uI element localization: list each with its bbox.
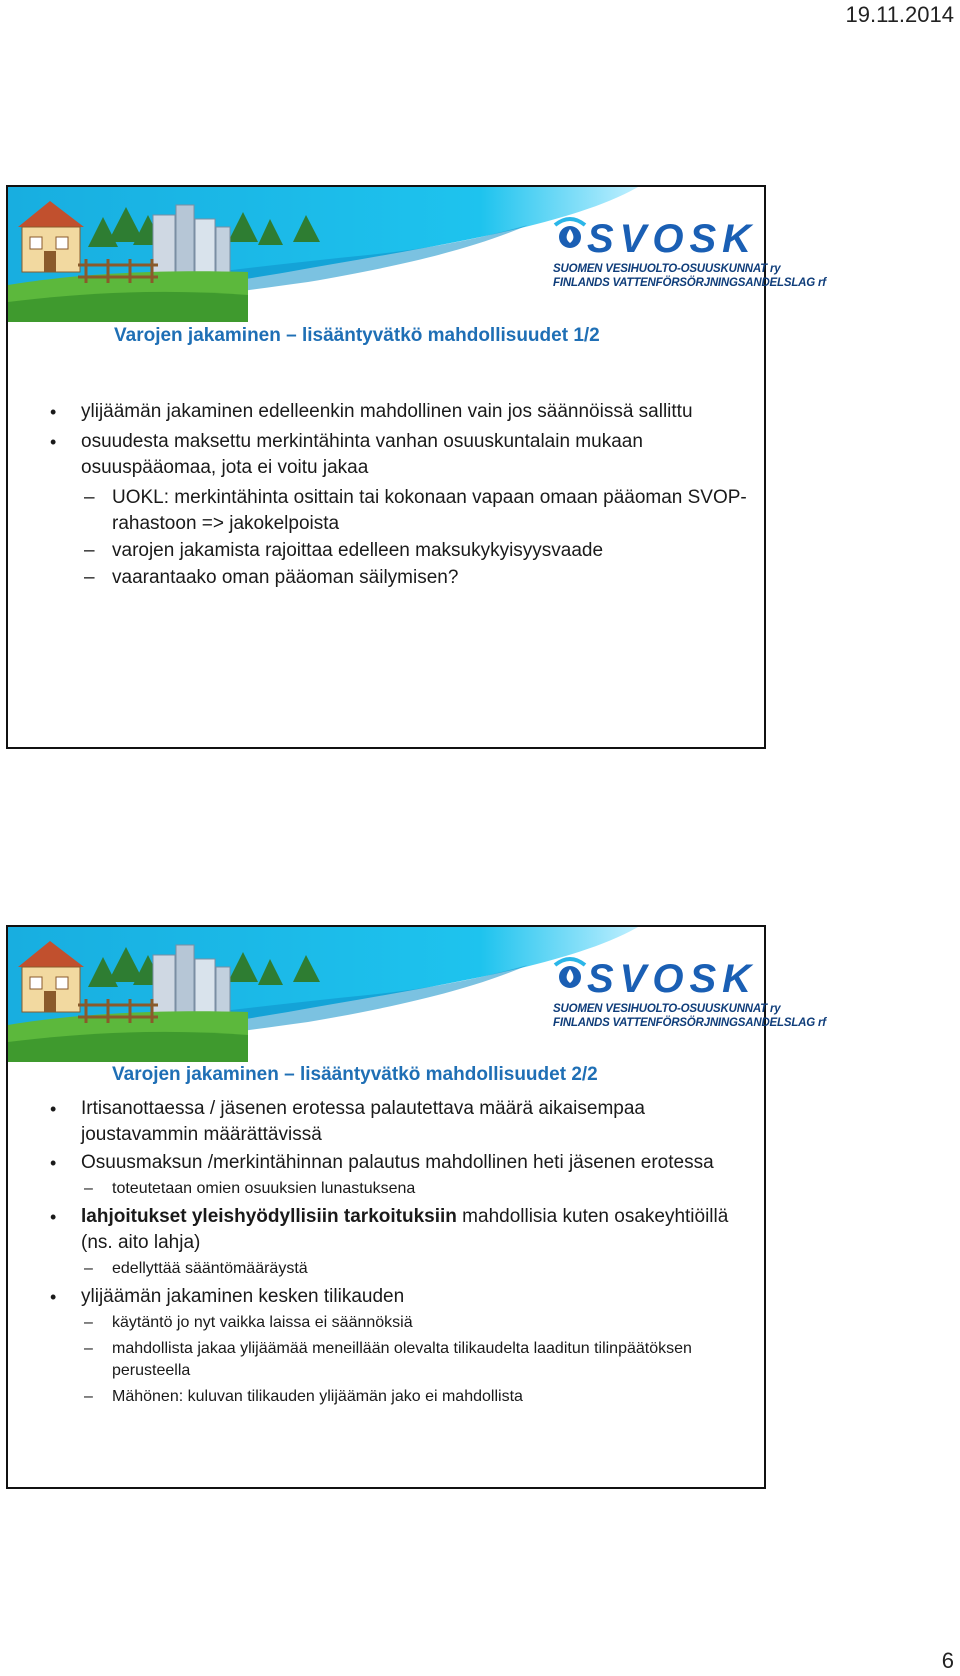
bullet-item: • lahjoitukset yleishyödyllisiin tarkoituksiin mahdollisia kuten osakeyhtiöillä (ns. aito lahja)	[8, 1204, 748, 1256]
logo-wordmark: SVOSK	[587, 957, 758, 1001]
sub-bullet-item: – Mähönen: kuluvan tilikauden ylijäämän jako ei mahdollista	[8, 1386, 748, 1408]
bullet-item: • Osuusmaksun /merkintähinnan palautus mahdollinen heti jäsenen erotessa	[8, 1150, 748, 1176]
slide-2	[6, 925, 826, 1489]
sub-bullet-item: – toteutetaan omien osuuksien lunastuksena	[8, 1178, 748, 1200]
bullet-item: • ylijäämän jakaminen edelleenkin mahdollinen vain jos säännöissä sallittu	[8, 399, 748, 425]
bold-phrase: lahjoitukset yleishyödyllisiin tarkoituksiin	[81, 1206, 457, 1227]
slide-title: Varojen jakaminen – lisääntyvätkö mahdollisuudet 2/2	[112, 1064, 598, 1085]
logo-subtitle-sv: FINLANDS VATTENFÖRSÖRJNINGSANDELSLAG rf	[553, 277, 826, 289]
sub-bullet-item: – varojen jakamista rajoittaa edelleen maksukykyisyysvaade	[8, 538, 748, 564]
bullet-item: • Irtisanottaessa / jäsenen erotessa palautettava määrä aikaisempaa joustavammin määrättävissä	[8, 1096, 748, 1148]
bullet-item: • ylijäämän jakaminen kesken tilikauden	[8, 1284, 748, 1310]
logo-subtitle-fi: SUOMEN VESIHUOLTO-OSUUSKUNNAT ry	[553, 263, 781, 275]
sub-bullet-item: – UOKL: merkintähinta osittain tai kokonaan vapaan omaan pääoman SVOP-rahastoon => jakokelpoista	[8, 485, 748, 537]
page-number: 6	[941, 1648, 954, 1673]
slide-1	[6, 185, 826, 749]
sub-bullet-item: – vaarantaako oman pääoman säilymisen?	[8, 565, 748, 591]
water-drop-icon	[553, 215, 587, 255]
page-date: 19.11.2014	[845, 2, 954, 27]
sub-bullet-item: – käytäntö jo nyt vaikka laissa ei säännöksiä	[8, 1312, 748, 1334]
sub-bullet-item: – mahdollista jakaa ylijäämää meneillään olevalta tilikaudelta laaditun tilinpäätöksen perusteella	[8, 1338, 748, 1382]
bullet-list	[8, 1096, 748, 1412]
water-drop-icon	[553, 955, 587, 995]
logo-subtitle-sv: FINLANDS VATTENFÖRSÖRJNINGSANDELSLAG rf	[553, 1017, 826, 1029]
logo-subtitle-fi: SUOMEN VESIHUOLTO-OSUUSKUNNAT ry	[553, 1003, 781, 1015]
slide-title: Varojen jakaminen – lisääntyvätkö mahdollisuudet 1/2	[114, 325, 600, 346]
bullet-list	[8, 399, 748, 592]
bullet-item: • osuudesta maksettu merkintähinta vanhan osuuskuntalain mukaan osuuspääomaa, jota ei voitu jakaa	[8, 429, 748, 481]
logo-wordmark: SVOSK	[587, 217, 758, 261]
sub-bullet-item: – edellyttää sääntömääräystä	[8, 1258, 748, 1280]
